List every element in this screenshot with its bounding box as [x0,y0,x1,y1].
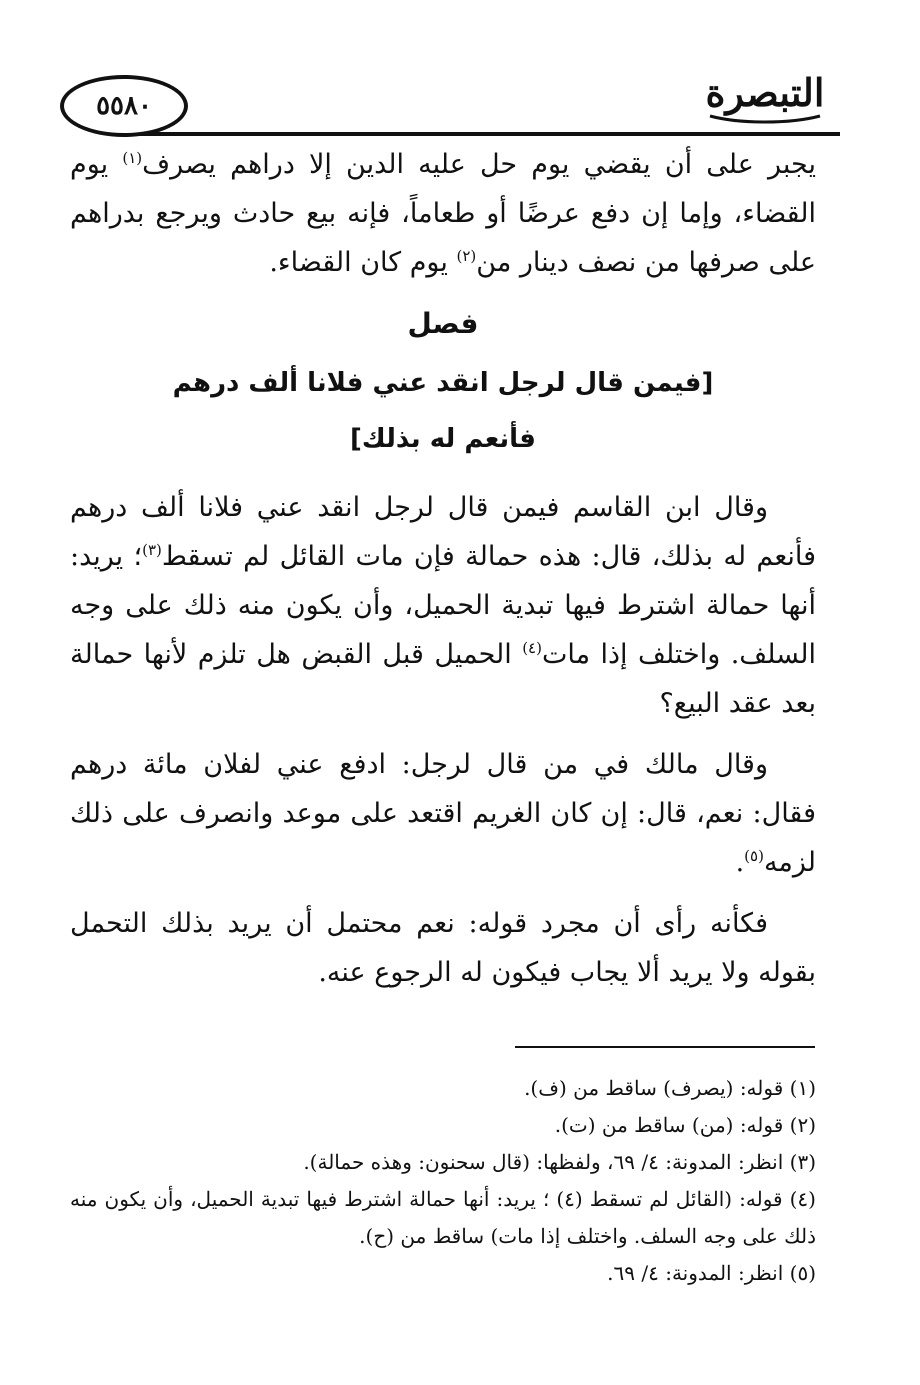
page-number: ٥٥٨٠ [96,91,152,121]
section-label: فصل [407,307,479,340]
footnote-item: (٥) انظر: المدونة: ٤/ ٦٩. [607,1261,816,1285]
footnote-ref[interactable]: (١) [122,149,143,167]
header-rule [132,132,840,136]
footnote-item: (٤) قوله: (القائل لم تسقط (٤) ؛ يريد: أنها حمالة اشترط فيها تبدية الحميل، وأن يكون منه ذلك على وجه السلف. واختلف إذا مات) ساقط من (ح). [70,1187,816,1248]
paragraph-1 [70,140,816,287]
svg-text:التبصرة: التبصرة [705,70,825,115]
page-header [60,40,840,130]
paragraph-2 [70,483,816,728]
paragraph-text: ؛ يريد: أنها حمالة اشترط فيها تبدية الحميل، وأن يكون منه ذلك على وجه السلف. واختلف إذا مات [70,541,816,670]
paragraph-text: يجبر على أن يقضي يوم حل عليه الدين إلا دراهم يصرف [142,149,816,180]
footnote-item: (٢) قوله: (من) ساقط من (ت). [554,1113,816,1137]
paragraph-text: وقال ابن القاسم فيمن قال لرجل انقد عني فلانا ألف درهم فأنعم له بذلك، قال: هذه حمالة فإن مات القائل لم تسقط [70,492,816,572]
footnote-ref[interactable]: (٢) [456,247,477,265]
paragraph-4 [70,899,816,997]
paragraph-3 [70,740,816,887]
section-title-line: [فيمن قال لرجل انقد عني فلانا ألف درهم [172,368,714,398]
page-number-badge [60,75,188,137]
section-title-line: فأنعم له بذلك] [350,424,536,454]
paragraph-text: فكأنه رأى أن مجرد قوله: نعم محتمل أن يريد بذلك التحمل بقوله ولا يريد ألا يجاب فيكون له الرجوع عنه. [70,908,816,988]
paragraph-text: وقال مالك في من قال لرجل: ادفع عني لفلان مائة درهم فقال: نعم، قال: إن كان الغريم اقتعد على موعد وانصرف على ذلك لزمه [70,749,816,878]
paragraph-text: يوم القضاء، وإما إن دفع عرضًا أو طعاماً، فإنه بيع حادث ويرجع بدراهم على صرفها من نصف دينار من [70,149,816,278]
paragraph-text: . [735,847,745,878]
section-title [70,355,816,467]
calligraphic-title-graphic [690,58,840,128]
book-title-logo [690,58,840,128]
footnote-item: (٣) انظر: المدونة: ٤/ ٦٩، ولفظها: (قال سحنون: وهذه حمالة). [303,1150,816,1174]
footnote-ref[interactable]: (٥) [744,847,764,865]
footnote-item: (١) قوله: (يصرف) ساقط من (ف). [524,1076,816,1100]
footnotes-section [70,1070,816,1292]
footnote-ref[interactable]: (٤) [522,639,542,657]
footnote-ref[interactable]: (٣) [142,541,162,559]
footnote-separator [515,1046,815,1048]
paragraph-text: الحميل قبل القبض هل تلزم لأنها حمالة بعد عقد البيع؟ [70,639,816,719]
paragraph-text: يوم كان القضاء. [269,247,457,278]
main-text [70,140,816,1009]
